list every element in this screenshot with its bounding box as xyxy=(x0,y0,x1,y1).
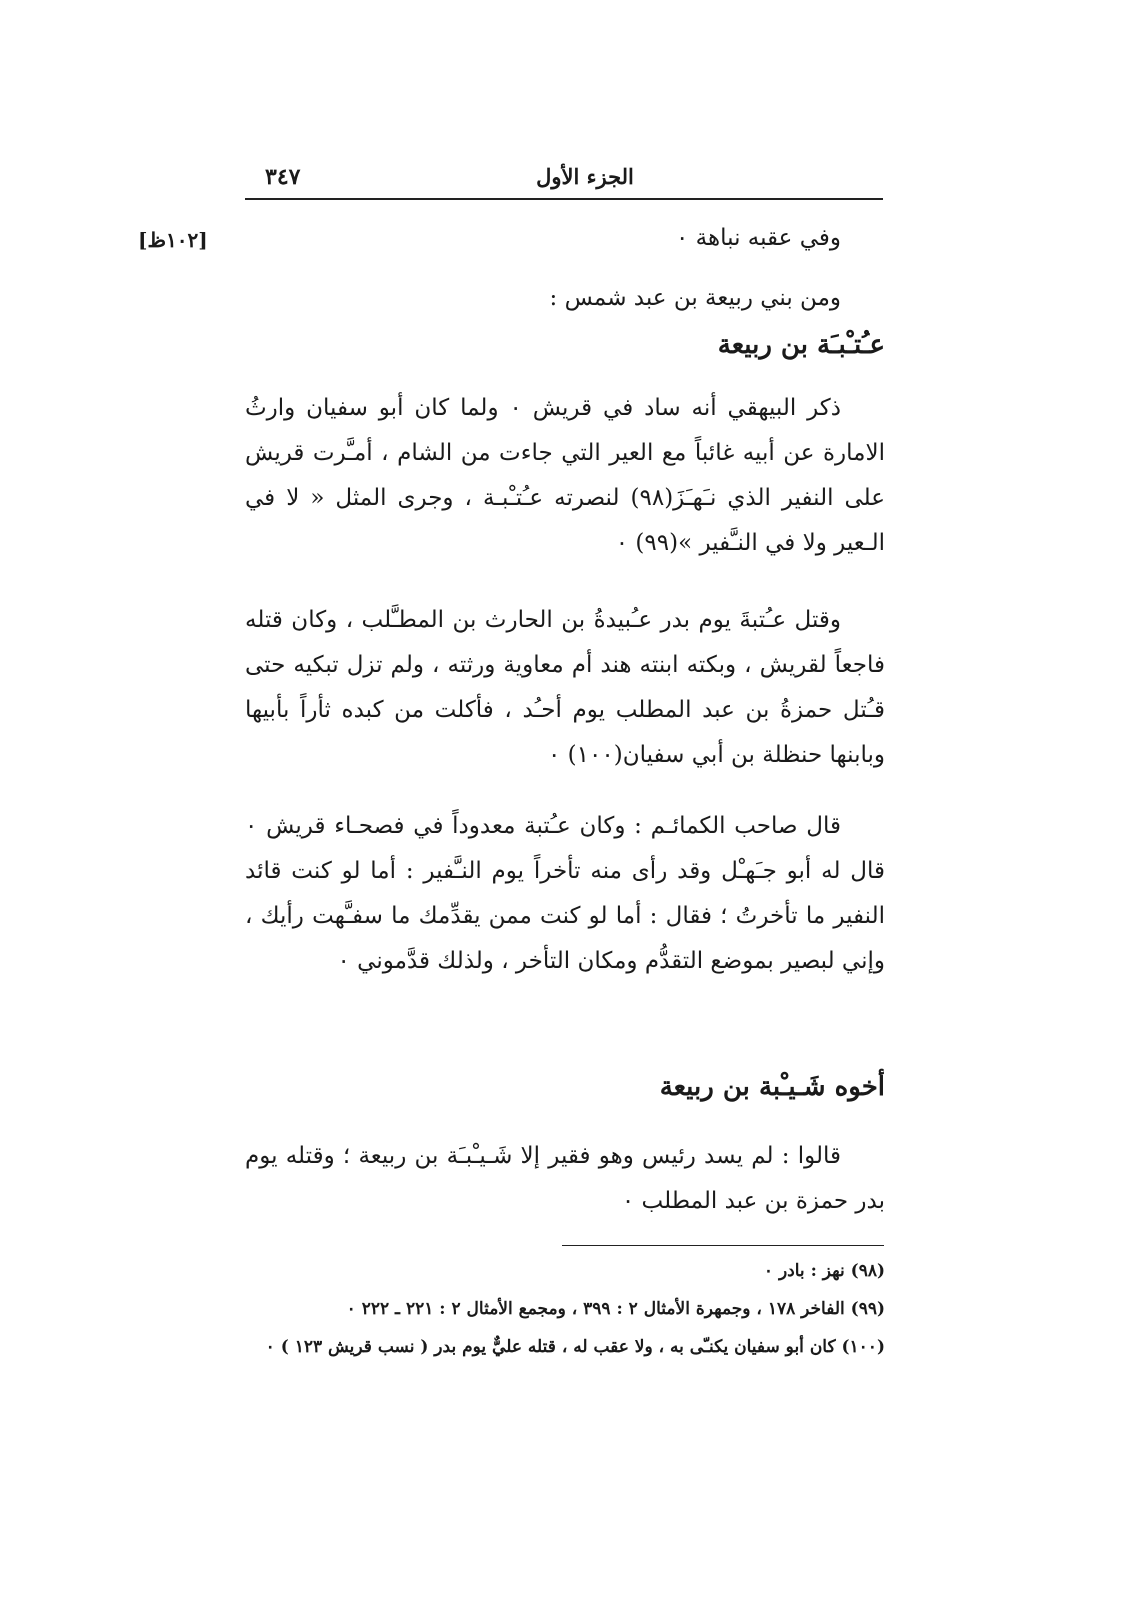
paragraph-text: قال صاحب الكمائـم : وكان عـُتبة معدوداً في فصحـاء قريش ٠ قال له أبو جـَهـْل وقد رأى منه تأخراً يوم النـَّفير : أما لو كنت قائد النفير ما تأخرتُ ؛ فقال : أما لو كنت ممن يقدِّمك ما سفـَّهت رأيك ، وإني لبصير بموضع التقدُّم ومكان التأخر ، ولذلك قدَّموني ٠ xyxy=(245,813,885,974)
footnote-100: (١٠٠) كان أبو سفيان يكنـّى به ، ولا عقب له ، قتله عليٌّ يوم بدر ( نسب قريش ١٢٣ ) ٠ xyxy=(265,1337,885,1357)
intro-line-2 xyxy=(245,276,885,321)
paragraph-text: ذكر البيهقي أنه ساد في قريش ٠ ولما كان أبو سفيان وارثُ الامارة عن أبيه غائباً مع العير التي جاءت من الشام ، أمـَّرت قريش على النفير الذي نـَهـَزَ(٩٨) لنصرته عـُتـْبـة ، وجرى المثل « لا في الـعير ولا في النـَّفير »(٩٩) ٠ xyxy=(245,395,885,556)
paragraph-text: قالوا : لم يسد رئيس وهو فقير إلا شَـيـْبـَة بن ربيعة ؛ وقتله يوم بدر حمزة بن عبد المطلب ٠ xyxy=(245,1143,885,1214)
footnote-divider xyxy=(562,1245,884,1246)
paragraph-text: وقتل عـُتبةَ يوم بدر عـُبيدةُ بن الحارث بن المطـَّلب ، وكان قتله فاجعاً لقريش ، وبكته ابنته هند أم معاوية ورثته ، ولم تزل تبكيه حتى قـُتل حمزةُ بن عبد المطلب يوم أحـُد ، فأكلت من كبده ثأراً بأبيها وبابنها حنظلة بن أبي سفيان(١٠٠) ٠ xyxy=(245,607,885,768)
footnote-98: (٩٨) نهز : بادر ٠ xyxy=(763,1261,885,1281)
section-utba-paragraph-1 xyxy=(245,386,885,566)
manuscript-folio-reference: [١٠٢ظ] xyxy=(138,228,208,252)
section-heading-utba: عـُتـْبـَة بن ربيعة xyxy=(717,330,885,360)
page-number: ٣٤٧ xyxy=(265,164,301,190)
intro-line-2-text: ومن بني ربيعة بن عبد شمس : xyxy=(549,285,841,311)
footnote-99: (٩٩) الفاخر ١٧٨ ، وجمهرة الأمثال ٢ : ٣٩٩ ، ومجمع الأمثال ٢ : ٢٢١ ـ ٢٢٢ ٠ xyxy=(346,1299,885,1319)
section-heading-shayba: أخوه شَـيـْبة بن ربيعة xyxy=(659,1072,885,1102)
section-utba-paragraph-2 xyxy=(245,598,885,778)
footnotes xyxy=(245,1254,885,1368)
section-utba-paragraph-3 xyxy=(245,804,885,984)
running-head: الجزء الأول xyxy=(536,164,634,189)
intro-line-1 xyxy=(245,216,885,261)
intro-line-1-text: وفي عقبه نباهة ٠ xyxy=(675,225,841,251)
page-header xyxy=(245,164,883,200)
section-shayba-paragraph-1 xyxy=(245,1134,885,1224)
